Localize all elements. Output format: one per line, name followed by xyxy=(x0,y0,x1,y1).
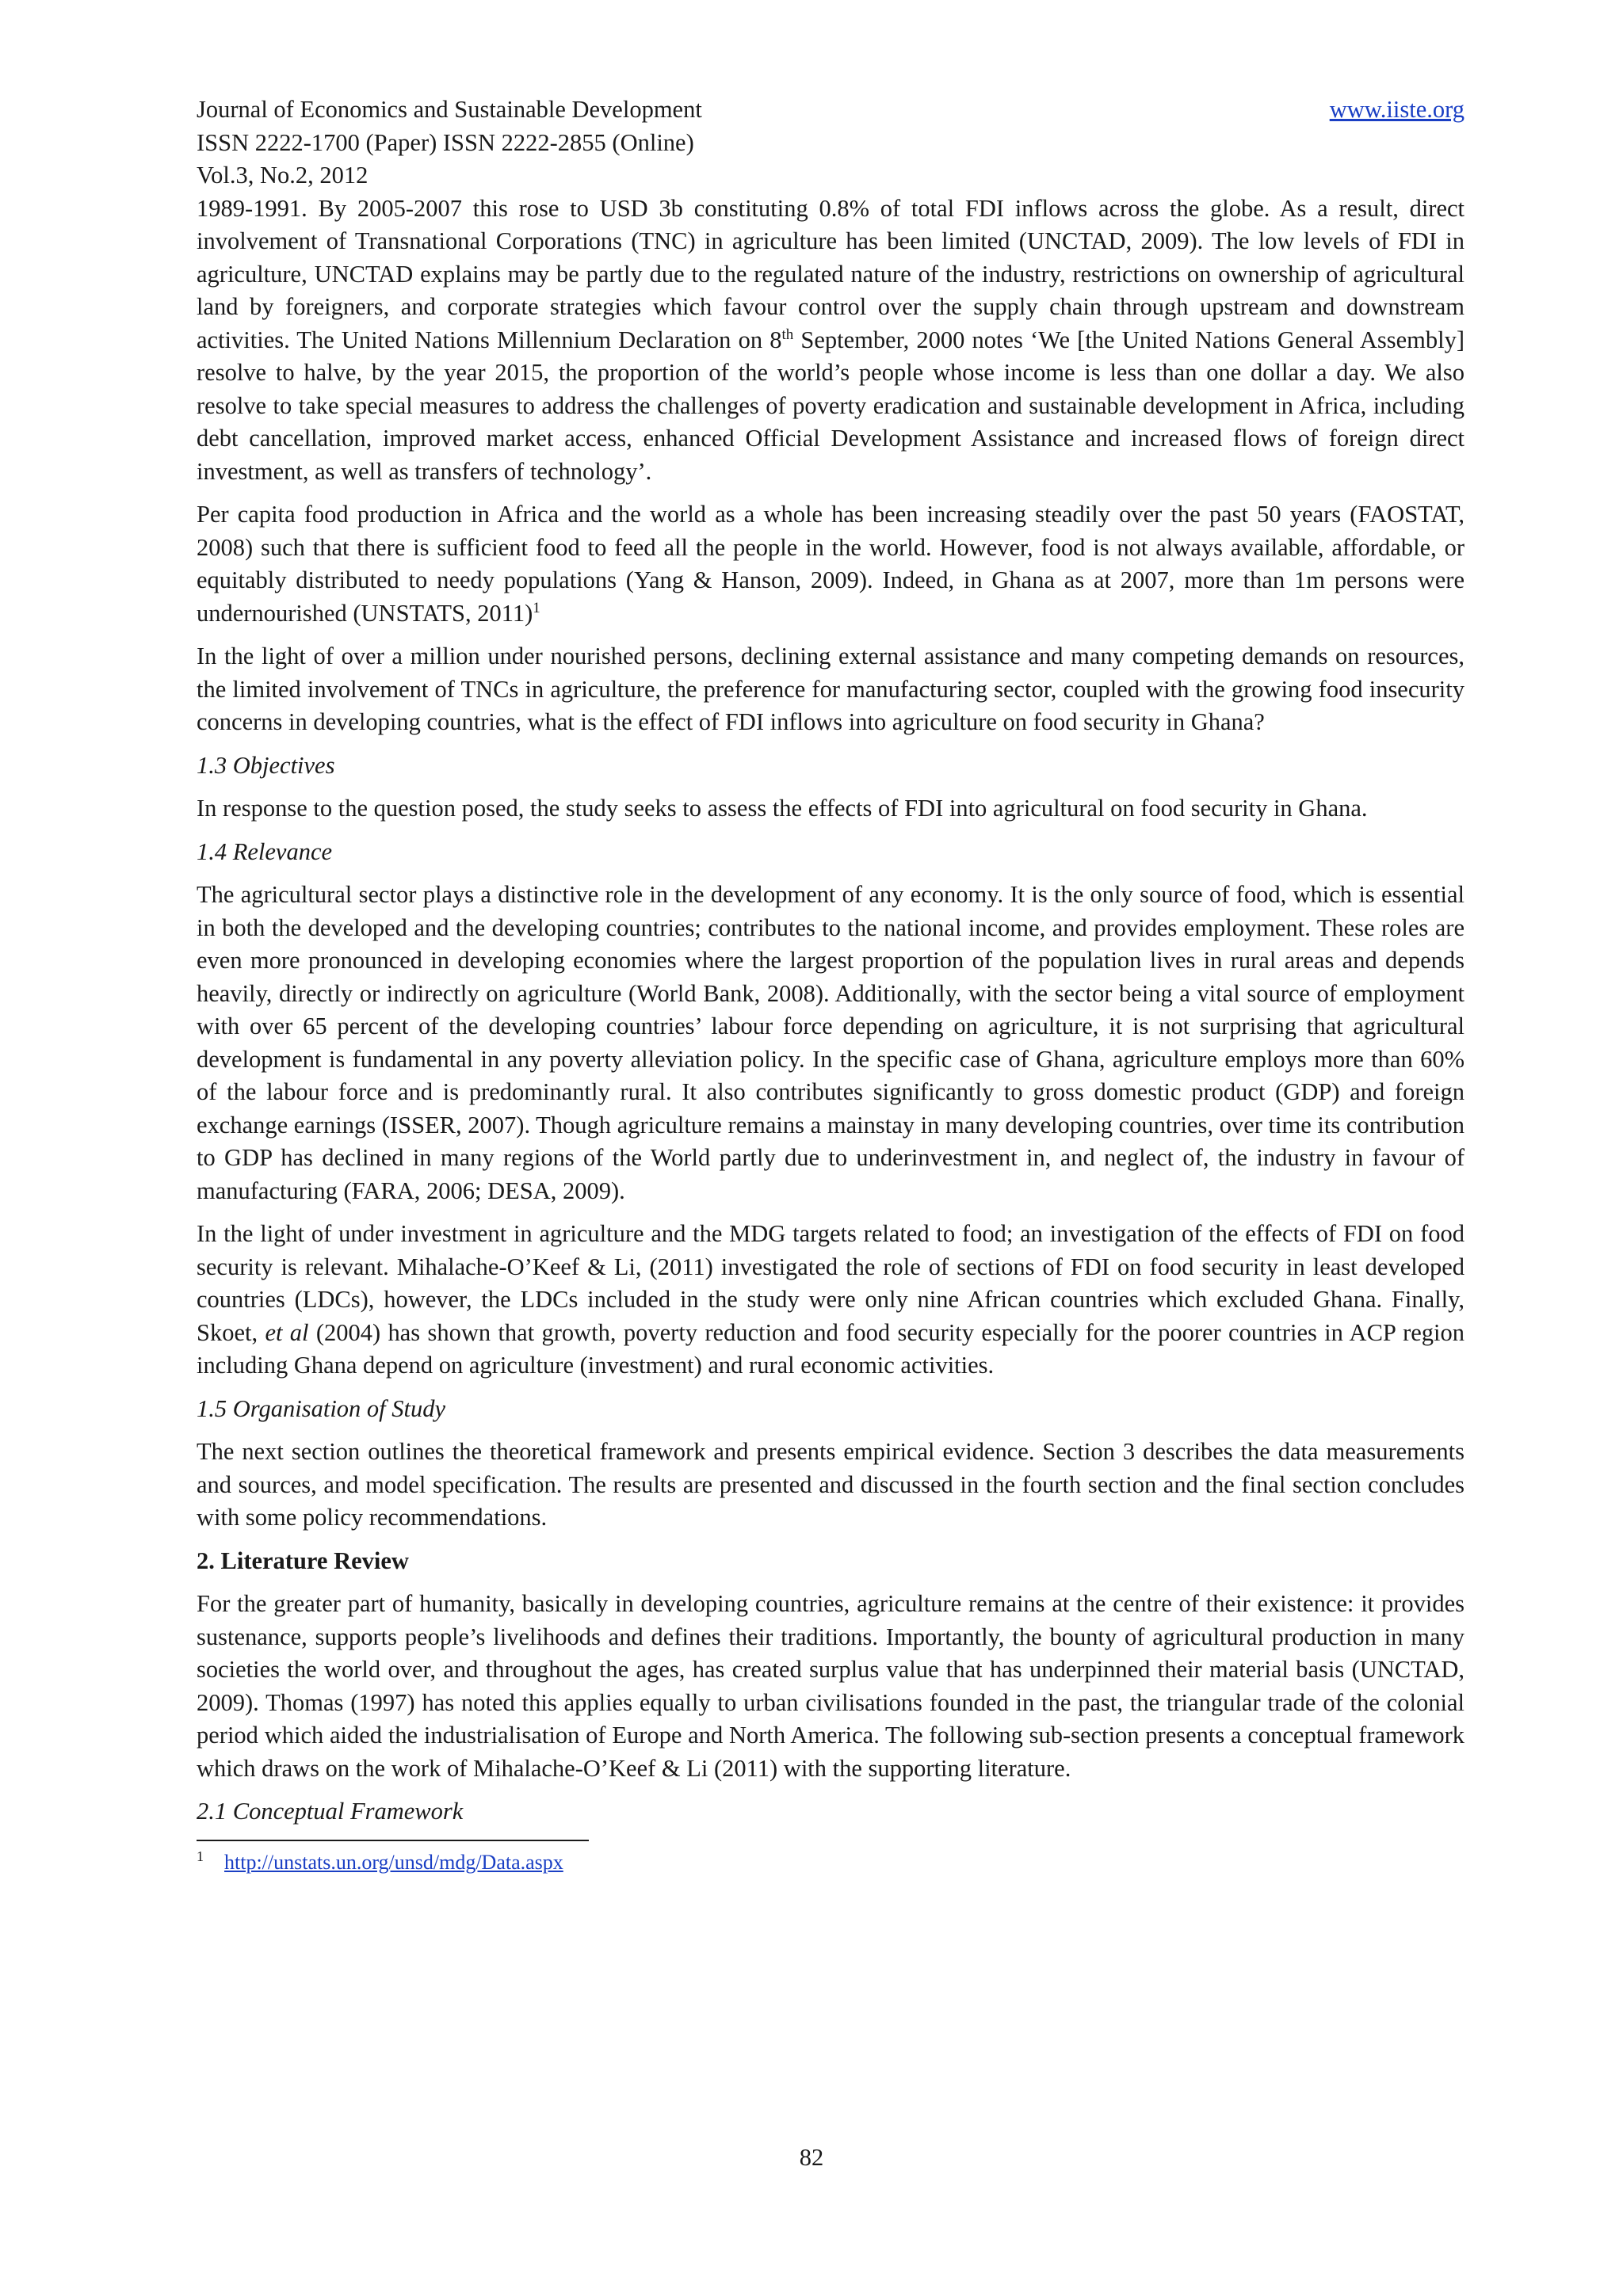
heading-organisation: 1.5 Organisation of Study xyxy=(197,1394,446,1422)
journal-title: Journal of Economics and Sustainable Development xyxy=(197,96,702,123)
paragraph-objectives: In response to the question posed, the study seeks to assess the effects of FDI into agricultural on food security in Ghana. xyxy=(197,795,1368,822)
journal-website-link[interactable]: www.iiste.org xyxy=(1329,96,1465,123)
footnote-mark: 1 xyxy=(197,1848,204,1864)
issn-line: ISSN 2222-1700 (Paper) ISSN 2222-2855 (Online) xyxy=(197,128,694,156)
running-header xyxy=(197,93,1465,193)
heading-conceptual-framework: 2.1 Conceptual Framework xyxy=(197,1798,464,1825)
heading-relevance: 1.4 Relevance xyxy=(197,837,333,865)
footnote xyxy=(197,1849,1465,1876)
heading-objectives: 1.3 Objectives xyxy=(197,751,335,779)
paragraph-relevance: The agricultural sector plays a distinctive role in the development of any economy. It is the only source of food, which is essential in both the developed and the developing countries; contributes to the national income, and provides employment. These roles are even more pronounced in developing economies where the largest proportion of the population lives in rural areas and depends heavily, directly or indirectly on agriculture (World Bank, 2008). Additionally, with the sector being a vital source of employment with over 65 percent of the developing countries’ labour force depending on agriculture, it is not surprising that agricultural development is fundamental in any poverty alleviation policy. In the specific case of Ghana, agriculture employs more than 60% of the labour force and is predominantly rural. It also contributes significantly to gross domestic product (GDP) and foreign exchange earnings (ISSER, 2007). Though agriculture remains a mainstay in many developing countries, over time its contribution to GDP has declined in many regions of the World partly due to underinvestment in, and neglect of, the industry in favour of manufacturing (FARA, 2006; DESA, 2009). xyxy=(197,881,1465,1204)
footnote-reference[interactable]: 1 xyxy=(533,599,540,616)
heading-literature-review: 2. Literature Review xyxy=(197,1547,409,1574)
paragraph-literature: For the greater part of humanity, basically in developing countries, agriculture remains at the centre of their existence: it provides sustenance, supports people’s livelihoods and defines their traditions. Importantly, the bounty of agricultural production in many societies the world over, and throughout the ages, has created surplus value that has underpinned their material basis (UNCTAD, 2009). Thomas (1997) has noted this applies equally to urban civilisations founded in the past, the triangular trade of the colonial period which aided the industrialisation of Europe and North America. The following sub-section presents a conceptual framework which draws on the work of Mihalache-O’Keef & Li (2011) with the supporting literature. xyxy=(197,1590,1465,1782)
page xyxy=(197,93,1465,1876)
et-al: et al xyxy=(265,1318,309,1346)
footnote-link[interactable]: http://unstats.un.org/unsd/mdg/Data.aspx xyxy=(224,1850,563,1874)
paragraph-research-question: In the light of over a million under nourished persons, declining external assistance and many competing demands on resources, the limited involvement of TNCs in agriculture, the preference for manufacturing sector, coupled with the growing food insecurity concerns in developing countries, what is the effect of FDI inflows into agriculture on food security in Ghana? xyxy=(197,643,1465,735)
volume-line: Vol.3, No.2, 2012 xyxy=(197,162,369,189)
paragraph-investigation: In the light of under investment in agriculture and the MDG targets related to food; an investigation of the effects of FDI on food security is relevant. Mihalache-O’Keef & Li, (2011) investigated the role of sections of FDI on food security in least developed countries (LDCs), however, the LDCs included in the study were only nine African countries which excluded Ghana. Finally, Skoet, et al (2004) has shown that growth, poverty reduction and food security especially for the poorer countries in ACP region including Ghana depend on agriculture (investment) and rural economic activities. xyxy=(197,1220,1465,1379)
paragraph-food-production: Per capita food production in Africa and the world as a whole has been increasing steadily over the past 50 years (FAOSTAT, 2008) such that there is sufficient food to feed all the people in the world. However, food is not always available, affordable, or equitably distributed to needy populations (Yang & Hanson, 2009). Indeed, in Ghana as at 2007, more than 1m persons were undernourished (UNSTATS, 2011)$^1$ xyxy=(197,501,1465,627)
paragraph-fdi-background: 1989-1991. By 2005-2007 this rose to USD 3b constituting 0.8% of total FDI inflows across the globe. As a result, direct involvement of Transnational Corporations (TNC) in agriculture has been limited (UNCTAD, 2009). The low levels of FDI in agriculture, UNCTAD explains may be partly due to the regulated nature of the industry, restrictions on ownership of agricultural land by foreigners, and corporate strategies which favour control over the supply chain through upstream and downstream activities. The United Nations Millennium Declaration on 8th September, 2000 notes ‘We [the United Nations General Assembly] resolve to halve, by the year 2015, the proportion of the world’s people whose income is less than one dollar a day. We also resolve to take special measures to address the challenges of poverty eradication and sustainable development in Africa, including debt cancellation, improved market access, enhanced Official Development Assistance and increased flows of foreign direct investment, as well as transfers of technology’. xyxy=(197,194,1465,485)
superscript-th: th xyxy=(781,326,794,343)
footnote-divider xyxy=(197,1840,589,1841)
page-number: 82 xyxy=(799,2144,824,2171)
paragraph-organisation: The next section outlines the theoretical framework and presents empirical evidence. Section 3 describes the data measurements and sources, and model specification. The results are presented and discussed in the fourth section and the final section concludes with some policy recommendations. xyxy=(197,1438,1465,1531)
